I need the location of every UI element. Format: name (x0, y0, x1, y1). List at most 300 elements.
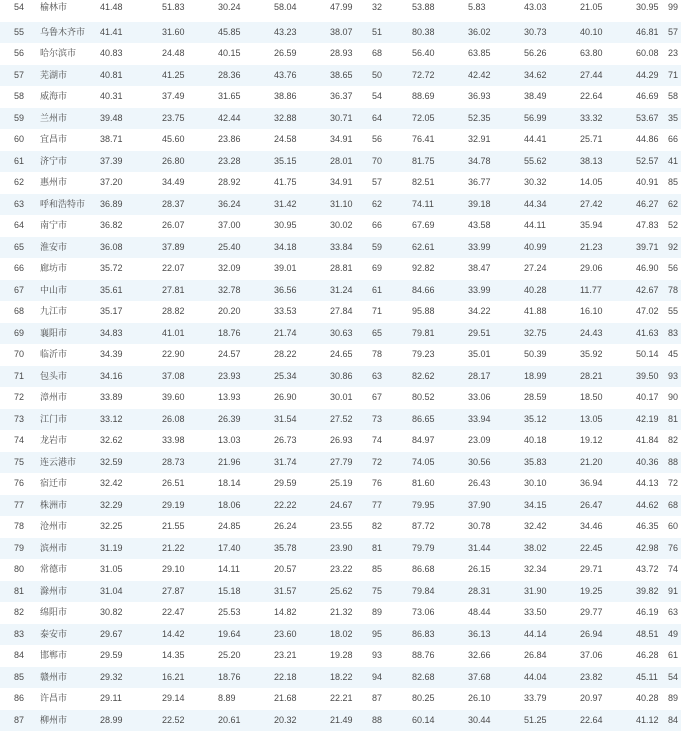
value-cell: 46.90 (636, 258, 668, 280)
value-cell: 39.50 (636, 366, 668, 388)
rank-cell: 68 (0, 301, 38, 323)
table-row (0, 151, 681, 173)
rank-value-cell: 93 (668, 366, 681, 388)
value-cell: 29.06 (580, 258, 636, 280)
rank-value-cell: 76 (372, 473, 412, 495)
city-cell: 济宁市 (38, 151, 100, 173)
value-cell: 44.13 (636, 473, 668, 495)
value-cell: 56.40 (412, 43, 468, 65)
rank-cell: 77 (0, 495, 38, 517)
rank-value-cell: 54 (668, 667, 681, 689)
value-cell: 21.96 (218, 452, 274, 474)
value-cell: 38.07 (330, 22, 372, 44)
value-cell: 35.17 (100, 301, 162, 323)
value-cell: 27.42 (580, 194, 636, 216)
value-cell: 14.42 (162, 624, 218, 646)
rank-value-cell: 70 (372, 151, 412, 173)
value-cell: 58.04 (274, 0, 330, 22)
city-cell: 芜湖市 (38, 65, 100, 87)
value-cell: 25.71 (580, 129, 636, 151)
rank-value-cell: 65 (372, 323, 412, 345)
value-cell: 24.58 (274, 129, 330, 151)
value-cell: 34.39 (100, 344, 162, 366)
value-cell: 24.85 (218, 516, 274, 538)
value-cell: 34.62 (524, 65, 580, 87)
rank-value-cell: 50 (372, 65, 412, 87)
rank-value-cell: 61 (668, 645, 681, 667)
rank-value-cell: 68 (372, 43, 412, 65)
value-cell: 28.21 (580, 366, 636, 388)
value-cell: 23.60 (274, 624, 330, 646)
rank-cell: 60 (0, 129, 38, 151)
value-cell: 18.76 (218, 323, 274, 345)
value-cell: 46.19 (636, 602, 668, 624)
value-cell: 20.57 (274, 559, 330, 581)
city-cell: 沧州市 (38, 516, 100, 538)
value-cell: 39.48 (100, 108, 162, 130)
rank-cell: 82 (0, 602, 38, 624)
rank-value-cell: 59 (372, 237, 412, 259)
value-cell: 44.86 (636, 129, 668, 151)
rank-value-cell: 32 (372, 0, 412, 22)
value-cell: 31.60 (162, 22, 218, 44)
value-cell: 23.93 (218, 366, 274, 388)
value-cell: 38.71 (100, 129, 162, 151)
value-cell: 25.20 (218, 645, 274, 667)
value-cell: 28.31 (468, 581, 524, 603)
value-cell: 40.28 (524, 280, 580, 302)
rank-cell: 81 (0, 581, 38, 603)
rank-value-cell: 89 (372, 602, 412, 624)
value-cell: 28.99 (100, 710, 162, 731)
value-cell: 38.86 (274, 86, 330, 108)
value-cell: 32.34 (524, 559, 580, 581)
value-cell: 27.84 (330, 301, 372, 323)
value-cell: 86.68 (412, 559, 468, 581)
value-cell: 24.57 (218, 344, 274, 366)
value-cell: 21.22 (162, 538, 218, 560)
value-cell: 30.71 (330, 108, 372, 130)
value-cell: 79.23 (412, 344, 468, 366)
value-cell: 34.91 (330, 129, 372, 151)
rank-value-cell: 58 (668, 86, 681, 108)
value-cell: 40.83 (100, 43, 162, 65)
value-cell: 23.28 (218, 151, 274, 173)
value-cell: 38.13 (580, 151, 636, 173)
city-cell: 惠州市 (38, 172, 100, 194)
value-cell: 81.60 (412, 473, 468, 495)
value-cell: 31.04 (100, 581, 162, 603)
city-cell: 绵阳市 (38, 602, 100, 624)
value-cell: 43.72 (636, 559, 668, 581)
rank-value-cell: 92 (668, 237, 681, 259)
value-cell: 26.39 (218, 409, 274, 431)
value-cell: 39.82 (636, 581, 668, 603)
value-cell: 37.90 (468, 495, 524, 517)
rank-value-cell: 77 (372, 495, 412, 517)
table-row (0, 215, 681, 237)
value-cell: 23.90 (330, 538, 372, 560)
value-cell: 25.19 (330, 473, 372, 495)
value-cell: 18.02 (330, 624, 372, 646)
value-cell: 95.88 (412, 301, 468, 323)
value-cell: 32.91 (468, 129, 524, 151)
value-cell: 25.62 (330, 581, 372, 603)
rank-cell: 80 (0, 559, 38, 581)
value-cell: 30.44 (468, 710, 524, 731)
value-cell: 36.94 (580, 473, 636, 495)
value-cell: 41.88 (524, 301, 580, 323)
rank-value-cell: 60 (668, 516, 681, 538)
value-cell: 23.21 (274, 645, 330, 667)
value-cell: 30.10 (524, 473, 580, 495)
rank-value-cell: 82 (372, 516, 412, 538)
value-cell: 24.43 (580, 323, 636, 345)
value-cell: 79.81 (412, 323, 468, 345)
value-cell: 29.59 (100, 645, 162, 667)
value-cell: 56.26 (524, 43, 580, 65)
rank-cell: 73 (0, 409, 38, 431)
value-cell: 31.44 (468, 538, 524, 560)
value-cell: 18.06 (218, 495, 274, 517)
value-cell: 40.18 (524, 430, 580, 452)
value-cell: 80.25 (412, 688, 468, 710)
value-cell: 41.25 (162, 65, 218, 87)
value-cell: 13.05 (580, 409, 636, 431)
value-cell: 44.62 (636, 495, 668, 517)
rank-cell: 64 (0, 215, 38, 237)
value-cell: 38.47 (468, 258, 524, 280)
city-cell: 哈尔滨市 (38, 43, 100, 65)
value-cell: 33.32 (580, 108, 636, 130)
value-cell: 52.57 (636, 151, 668, 173)
value-cell: 46.69 (636, 86, 668, 108)
value-cell: 32.88 (274, 108, 330, 130)
value-cell: 35.01 (468, 344, 524, 366)
value-cell: 27.44 (580, 65, 636, 87)
rank-value-cell: 81 (372, 538, 412, 560)
value-cell: 29.51 (468, 323, 524, 345)
value-cell: 5.83 (468, 0, 524, 22)
value-cell: 16.10 (580, 301, 636, 323)
rank-value-cell: 81 (668, 409, 681, 431)
value-cell: 34.46 (580, 516, 636, 538)
rank-value-cell: 49 (668, 624, 681, 646)
value-cell: 21.74 (274, 323, 330, 345)
rank-value-cell: 45 (668, 344, 681, 366)
rank-value-cell: 85 (668, 172, 681, 194)
value-cell: 30.95 (636, 0, 668, 22)
value-cell: 35.61 (100, 280, 162, 302)
rank-value-cell: 78 (372, 344, 412, 366)
value-cell: 40.10 (580, 22, 636, 44)
value-cell: 82.62 (412, 366, 468, 388)
value-cell: 37.39 (100, 151, 162, 173)
city-cell: 包头市 (38, 366, 100, 388)
value-cell: 29.32 (100, 667, 162, 689)
value-cell: 34.91 (330, 172, 372, 194)
value-cell: 21.32 (330, 602, 372, 624)
rank-cell: 69 (0, 323, 38, 345)
value-cell: 48.51 (636, 624, 668, 646)
value-cell: 33.50 (524, 602, 580, 624)
rank-value-cell: 56 (372, 129, 412, 151)
city-cell: 南宁市 (38, 215, 100, 237)
value-cell: 45.60 (162, 129, 218, 151)
value-cell: 20.61 (218, 710, 274, 731)
value-cell: 45.11 (636, 667, 668, 689)
value-cell: 46.35 (636, 516, 668, 538)
value-cell: 81.75 (412, 151, 468, 173)
value-cell: 72.05 (412, 108, 468, 130)
rank-value-cell: 51 (372, 22, 412, 44)
value-cell: 22.52 (162, 710, 218, 731)
rank-cell: 58 (0, 86, 38, 108)
rank-value-cell: 63 (668, 602, 681, 624)
value-cell: 37.89 (162, 237, 218, 259)
value-cell: 88.76 (412, 645, 468, 667)
value-cell: 33.99 (468, 280, 524, 302)
value-cell: 31.42 (274, 194, 330, 216)
value-cell: 30.86 (330, 366, 372, 388)
value-cell: 80.38 (412, 22, 468, 44)
value-cell: 63.80 (580, 43, 636, 65)
value-cell: 41.48 (100, 0, 162, 22)
rank-value-cell: 84 (668, 710, 681, 731)
rank-value-cell: 23 (668, 43, 681, 65)
city-cell: 宿迁市 (38, 473, 100, 495)
value-cell: 30.63 (330, 323, 372, 345)
value-cell: 31.54 (274, 409, 330, 431)
value-cell: 46.28 (636, 645, 668, 667)
value-cell: 19.64 (218, 624, 274, 646)
value-cell: 26.93 (330, 430, 372, 452)
value-cell: 42.67 (636, 280, 668, 302)
value-cell: 29.71 (580, 559, 636, 581)
rank-cell: 76 (0, 473, 38, 495)
value-cell: 28.37 (162, 194, 218, 216)
value-cell: 22.21 (330, 688, 372, 710)
value-cell: 41.01 (162, 323, 218, 345)
value-cell: 79.84 (412, 581, 468, 603)
value-cell: 67.69 (412, 215, 468, 237)
value-cell: 29.59 (274, 473, 330, 495)
value-cell: 43.58 (468, 215, 524, 237)
value-cell: 20.97 (580, 688, 636, 710)
value-cell: 29.67 (100, 624, 162, 646)
value-cell: 72.72 (412, 65, 468, 87)
value-cell: 19.28 (330, 645, 372, 667)
table-row (0, 624, 681, 646)
rank-value-cell: 71 (372, 301, 412, 323)
value-cell: 14.05 (580, 172, 636, 194)
table-row (0, 0, 681, 22)
value-cell: 88.69 (412, 86, 468, 108)
rank-cell: 67 (0, 280, 38, 302)
rank-cell: 75 (0, 452, 38, 474)
rank-cell: 70 (0, 344, 38, 366)
city-cell: 榆林市 (38, 0, 100, 22)
rank-cell: 79 (0, 538, 38, 560)
rank-cell: 57 (0, 65, 38, 87)
value-cell: 23.75 (162, 108, 218, 130)
value-cell: 30.56 (468, 452, 524, 474)
value-cell: 32.09 (218, 258, 274, 280)
value-cell: 36.08 (100, 237, 162, 259)
value-cell: 21.49 (330, 710, 372, 731)
rank-value-cell: 73 (372, 409, 412, 431)
value-cell: 28.22 (274, 344, 330, 366)
table-row (0, 86, 681, 108)
value-cell: 40.15 (218, 43, 274, 65)
rank-value-cell: 93 (372, 645, 412, 667)
value-cell: 79.79 (412, 538, 468, 560)
rank-cell: 84 (0, 645, 38, 667)
city-cell: 泰安市 (38, 624, 100, 646)
table-row (0, 452, 681, 474)
value-cell: 32.62 (100, 430, 162, 452)
value-cell: 36.13 (468, 624, 524, 646)
value-cell: 18.22 (330, 667, 372, 689)
value-cell: 50.39 (524, 344, 580, 366)
value-cell: 8.89 (218, 688, 274, 710)
rank-value-cell: 66 (668, 129, 681, 151)
value-cell: 22.64 (580, 710, 636, 731)
value-cell: 31.19 (100, 538, 162, 560)
value-cell: 15.18 (218, 581, 274, 603)
value-cell: 33.12 (100, 409, 162, 431)
rank-value-cell: 63 (372, 366, 412, 388)
value-cell: 23.55 (330, 516, 372, 538)
value-cell: 29.10 (162, 559, 218, 581)
table-row (0, 602, 681, 624)
value-cell: 32.66 (468, 645, 524, 667)
value-cell: 39.60 (162, 387, 218, 409)
value-cell: 39.71 (636, 237, 668, 259)
value-cell: 46.81 (636, 22, 668, 44)
rank-value-cell: 55 (668, 301, 681, 323)
city-cell: 乌鲁木齐市 (38, 22, 100, 44)
value-cell: 26.51 (162, 473, 218, 495)
value-cell: 33.98 (162, 430, 218, 452)
value-cell: 31.05 (100, 559, 162, 581)
value-cell: 22.07 (162, 258, 218, 280)
value-cell: 17.40 (218, 538, 274, 560)
value-cell: 22.45 (580, 538, 636, 560)
value-cell: 30.24 (218, 0, 274, 22)
value-cell: 52.35 (468, 108, 524, 130)
value-cell: 33.79 (524, 688, 580, 710)
table-row (0, 172, 681, 194)
value-cell: 32.29 (100, 495, 162, 517)
value-cell: 14.82 (274, 602, 330, 624)
rank-value-cell: 95 (372, 624, 412, 646)
value-cell: 43.76 (274, 65, 330, 87)
value-cell: 28.01 (330, 151, 372, 173)
value-cell: 44.14 (524, 624, 580, 646)
value-cell: 86.83 (412, 624, 468, 646)
value-cell: 40.36 (636, 452, 668, 474)
value-cell: 47.83 (636, 215, 668, 237)
value-cell: 26.43 (468, 473, 524, 495)
rank-value-cell: 71 (668, 65, 681, 87)
value-cell: 44.11 (524, 215, 580, 237)
value-cell: 30.95 (274, 215, 330, 237)
value-cell: 20.20 (218, 301, 274, 323)
value-cell: 14.11 (218, 559, 274, 581)
rank-value-cell: 74 (372, 430, 412, 452)
value-cell: 34.49 (162, 172, 218, 194)
rank-value-cell: 52 (668, 215, 681, 237)
rank-value-cell: 56 (668, 258, 681, 280)
rank-value-cell: 74 (668, 559, 681, 581)
table-row (0, 495, 681, 517)
table-row (0, 108, 681, 130)
value-cell: 22.64 (580, 86, 636, 108)
value-cell: 32.25 (100, 516, 162, 538)
value-cell: 21.55 (162, 516, 218, 538)
value-cell: 29.19 (162, 495, 218, 517)
value-cell: 37.68 (468, 667, 524, 689)
value-cell: 41.12 (636, 710, 668, 731)
value-cell: 42.98 (636, 538, 668, 560)
city-cell: 连云港市 (38, 452, 100, 474)
value-cell: 37.49 (162, 86, 218, 108)
rank-cell: 85 (0, 667, 38, 689)
table-row (0, 559, 681, 581)
rank-cell: 71 (0, 366, 38, 388)
value-cell: 26.47 (580, 495, 636, 517)
value-cell: 29.14 (162, 688, 218, 710)
value-cell: 21.23 (580, 237, 636, 259)
value-cell: 32.42 (524, 516, 580, 538)
value-cell: 31.74 (274, 452, 330, 474)
rank-cell: 87 (0, 710, 38, 731)
value-cell: 51.25 (524, 710, 580, 731)
rank-cell: 65 (0, 237, 38, 259)
table-row (0, 65, 681, 87)
value-cell: 40.28 (636, 688, 668, 710)
rank-value-cell: 72 (372, 452, 412, 474)
value-cell: 25.34 (274, 366, 330, 388)
value-cell: 31.90 (524, 581, 580, 603)
table-row (0, 538, 681, 560)
value-cell: 41.84 (636, 430, 668, 452)
table-row (0, 387, 681, 409)
value-cell: 53.67 (636, 108, 668, 130)
rank-cell: 55 (0, 22, 38, 44)
table-row (0, 323, 681, 345)
rank-cell: 78 (0, 516, 38, 538)
value-cell: 27.87 (162, 581, 218, 603)
value-cell: 28.36 (218, 65, 274, 87)
value-cell: 28.81 (330, 258, 372, 280)
value-cell: 25.40 (218, 237, 274, 259)
value-cell: 26.10 (468, 688, 524, 710)
value-cell: 19.25 (580, 581, 636, 603)
value-cell: 82.51 (412, 172, 468, 194)
value-cell: 33.84 (330, 237, 372, 259)
rank-value-cell: 64 (372, 108, 412, 130)
value-cell: 19.12 (580, 430, 636, 452)
value-cell: 35.12 (524, 409, 580, 431)
rank-value-cell: 68 (668, 495, 681, 517)
city-cell: 滨州市 (38, 538, 100, 560)
value-cell: 47.02 (636, 301, 668, 323)
city-cell: 淮安市 (38, 237, 100, 259)
value-cell: 26.08 (162, 409, 218, 431)
value-cell: 40.99 (524, 237, 580, 259)
